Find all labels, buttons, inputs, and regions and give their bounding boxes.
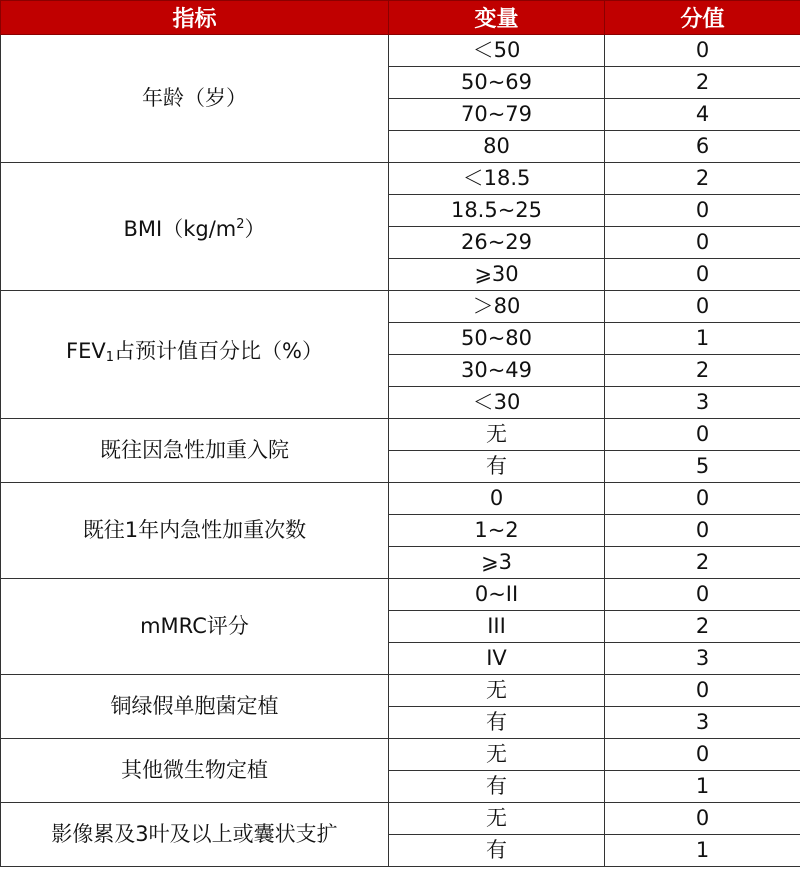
score-cell: 2: [605, 163, 800, 195]
score-cell: 1: [605, 323, 800, 355]
variable-cell: 无: [389, 419, 605, 451]
indicator-subscript: 1: [105, 350, 115, 365]
variable-cell: III: [389, 611, 605, 643]
variable-cell: 80: [389, 131, 605, 163]
score-cell: 2: [605, 67, 800, 99]
score-cell: 0: [605, 483, 800, 515]
indicator-cell: [1, 291, 389, 419]
header-score: 分值: [605, 1, 800, 35]
score-cell: 3: [605, 643, 800, 675]
score-cell: 0: [605, 515, 800, 547]
score-cell: 5: [605, 451, 800, 483]
table-row: [1, 35, 800, 67]
indicator-text-tail: ）: [244, 216, 266, 241]
score-cell: 0: [605, 579, 800, 611]
score-cell: 0: [605, 803, 800, 835]
variable-cell: 50~80: [389, 323, 605, 355]
variable-cell: 有: [389, 707, 605, 739]
indicator-text-tail: 占预计值百分比（%）: [114, 339, 323, 363]
score-cell: 0: [605, 35, 800, 67]
variable-cell: ＜18.5: [389, 163, 605, 195]
variable-cell: 1~2: [389, 515, 605, 547]
score-cell: 1: [605, 835, 800, 867]
score-cell: 0: [605, 419, 800, 451]
variable-cell: 无: [389, 739, 605, 771]
variable-cell: ⩾3: [389, 547, 605, 579]
indicator-cell: 铜绿假单胞菌定植: [1, 675, 389, 739]
score-cell: 3: [605, 707, 800, 739]
variable-cell: 0~II: [389, 579, 605, 611]
indicator-cell: 年龄（岁）: [1, 35, 389, 163]
score-cell: 6: [605, 131, 800, 163]
score-cell: 2: [605, 355, 800, 387]
score-cell: 0: [605, 195, 800, 227]
indicator-text: FEV: [66, 339, 106, 363]
variable-cell: 0: [389, 483, 605, 515]
variable-cell: ⩾30: [389, 259, 605, 291]
score-cell: 1: [605, 771, 800, 803]
table-row: [1, 675, 800, 707]
variable-cell: 有: [389, 451, 605, 483]
score-cell: 2: [605, 611, 800, 643]
table-row: [1, 803, 800, 835]
score-cell: 0: [605, 227, 800, 259]
table-row: [1, 291, 800, 323]
table-row: [1, 579, 800, 611]
variable-cell: ＜50: [389, 35, 605, 67]
variable-cell: 30~49: [389, 355, 605, 387]
variable-cell: IV: [389, 643, 605, 675]
variable-cell: 26~29: [389, 227, 605, 259]
indicator-text: BMI（kg/m: [123, 216, 237, 241]
indicator-cell: 既往因急性加重入院: [1, 419, 389, 483]
score-cell: 0: [605, 291, 800, 323]
variable-cell: ＞80: [389, 291, 605, 323]
table-row: [1, 419, 800, 451]
indicator-superscript: 2: [236, 216, 245, 232]
header-row: [1, 1, 800, 35]
score-cell: 2: [605, 547, 800, 579]
table-row: [1, 163, 800, 195]
indicator-cell: [1, 163, 389, 291]
variable-cell: 有: [389, 771, 605, 803]
score-cell: 3: [605, 387, 800, 419]
score-cell: 0: [605, 259, 800, 291]
score-cell: 0: [605, 739, 800, 771]
header-indicator: 指标: [1, 1, 389, 35]
table-row: [1, 483, 800, 515]
score-cell: 4: [605, 99, 800, 131]
variable-cell: 无: [389, 803, 605, 835]
variable-cell: ＜30: [389, 387, 605, 419]
variable-cell: 有: [389, 835, 605, 867]
table-row: [1, 739, 800, 771]
indicator-cell: 其他微生物定植: [1, 739, 389, 803]
indicator-cell: 影像累及3叶及以上或囊状支扩: [1, 803, 389, 867]
variable-cell: 50~69: [389, 67, 605, 99]
header-variable: 变量: [389, 1, 605, 35]
variable-cell: 18.5~25: [389, 195, 605, 227]
variable-cell: 无: [389, 675, 605, 707]
variable-cell: 70~79: [389, 99, 605, 131]
indicator-cell: mMRC评分: [1, 579, 389, 675]
score-cell: 0: [605, 675, 800, 707]
indicator-cell: 既往1年内急性加重次数: [1, 483, 389, 579]
